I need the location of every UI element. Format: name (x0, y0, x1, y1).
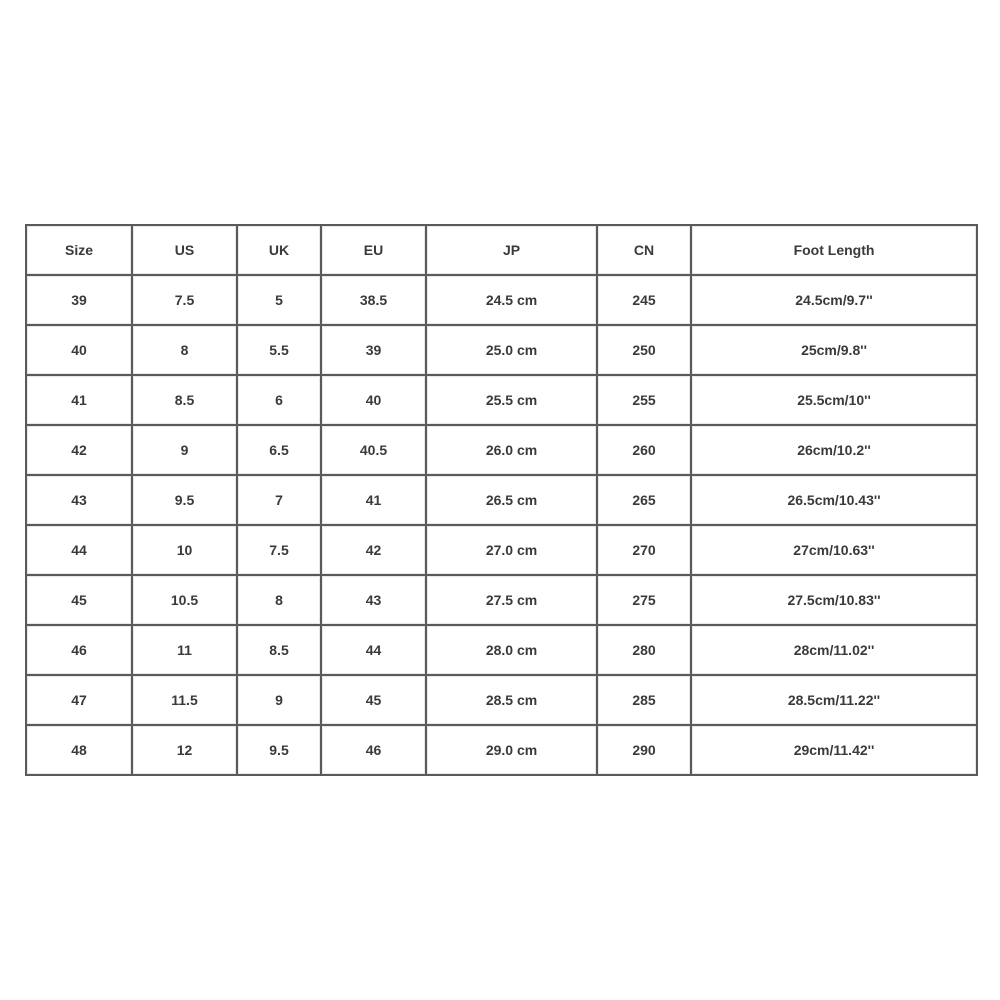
cell-jp: 28.5 cm (426, 675, 597, 725)
cell-eu: 40.5 (321, 425, 426, 475)
cell-size: 44 (26, 525, 132, 575)
column-header-size: Size (26, 225, 132, 275)
cell-uk: 9.5 (237, 725, 321, 775)
cell-us: 12 (132, 725, 237, 775)
cell-size: 45 (26, 575, 132, 625)
column-header-eu: EU (321, 225, 426, 275)
cell-cn: 255 (597, 375, 691, 425)
cell-foot-length: 28.5cm/11.22'' (691, 675, 977, 725)
cell-foot-length: 26cm/10.2'' (691, 425, 977, 475)
column-header-foot-length: Foot Length (691, 225, 977, 275)
cell-eu: 43 (321, 575, 426, 625)
cell-uk: 7.5 (237, 525, 321, 575)
table-row (26, 275, 977, 325)
cell-jp: 26.5 cm (426, 475, 597, 525)
column-header-uk: UK (237, 225, 321, 275)
cell-eu: 38.5 (321, 275, 426, 325)
cell-jp: 25.0 cm (426, 325, 597, 375)
table-row (26, 425, 977, 475)
cell-us: 7.5 (132, 275, 237, 325)
cell-us: 9.5 (132, 475, 237, 525)
cell-cn: 245 (597, 275, 691, 325)
cell-cn: 275 (597, 575, 691, 625)
cell-us: 10.5 (132, 575, 237, 625)
cell-size: 46 (26, 625, 132, 675)
table-row (26, 475, 977, 525)
cell-cn: 260 (597, 425, 691, 475)
cell-foot-length: 27.5cm/10.83'' (691, 575, 977, 625)
table-row (26, 375, 977, 425)
cell-uk: 5.5 (237, 325, 321, 375)
cell-jp: 27.0 cm (426, 525, 597, 575)
cell-jp: 27.5 cm (426, 575, 597, 625)
cell-foot-length: 27cm/10.63'' (691, 525, 977, 575)
cell-size: 43 (26, 475, 132, 525)
cell-foot-length: 24.5cm/9.7'' (691, 275, 977, 325)
size-table (25, 224, 978, 776)
cell-us: 9 (132, 425, 237, 475)
cell-jp: 29.0 cm (426, 725, 597, 775)
cell-foot-length: 25cm/9.8'' (691, 325, 977, 375)
cell-uk: 7 (237, 475, 321, 525)
cell-cn: 280 (597, 625, 691, 675)
cell-jp: 26.0 cm (426, 425, 597, 475)
cell-foot-length: 26.5cm/10.43'' (691, 475, 977, 525)
cell-cn: 265 (597, 475, 691, 525)
cell-cn: 290 (597, 725, 691, 775)
table-row (26, 675, 977, 725)
cell-foot-length: 25.5cm/10'' (691, 375, 977, 425)
cell-size: 41 (26, 375, 132, 425)
cell-us: 11 (132, 625, 237, 675)
cell-cn: 270 (597, 525, 691, 575)
column-header-jp: JP (426, 225, 597, 275)
cell-us: 10 (132, 525, 237, 575)
cell-size: 40 (26, 325, 132, 375)
cell-eu: 44 (321, 625, 426, 675)
cell-jp: 24.5 cm (426, 275, 597, 325)
cell-eu: 39 (321, 325, 426, 375)
table-row (26, 525, 977, 575)
cell-cn: 285 (597, 675, 691, 725)
cell-jp: 25.5 cm (426, 375, 597, 425)
cell-us: 8 (132, 325, 237, 375)
cell-size: 48 (26, 725, 132, 775)
cell-size: 47 (26, 675, 132, 725)
cell-uk: 5 (237, 275, 321, 325)
cell-eu: 41 (321, 475, 426, 525)
cell-size: 39 (26, 275, 132, 325)
table-row (26, 575, 977, 625)
cell-us: 11.5 (132, 675, 237, 725)
cell-foot-length: 29cm/11.42'' (691, 725, 977, 775)
cell-size: 42 (26, 425, 132, 475)
cell-eu: 40 (321, 375, 426, 425)
table-row (26, 725, 977, 775)
column-header-us: US (132, 225, 237, 275)
cell-eu: 45 (321, 675, 426, 725)
cell-foot-length: 28cm/11.02'' (691, 625, 977, 675)
cell-us: 8.5 (132, 375, 237, 425)
cell-uk: 8.5 (237, 625, 321, 675)
cell-uk: 9 (237, 675, 321, 725)
header-row (26, 225, 977, 275)
cell-cn: 250 (597, 325, 691, 375)
cell-eu: 42 (321, 525, 426, 575)
size-chart (25, 224, 976, 776)
cell-jp: 28.0 cm (426, 625, 597, 675)
table-row (26, 625, 977, 675)
column-header-cn: CN (597, 225, 691, 275)
cell-uk: 6.5 (237, 425, 321, 475)
cell-uk: 8 (237, 575, 321, 625)
cell-eu: 46 (321, 725, 426, 775)
cell-uk: 6 (237, 375, 321, 425)
table-row (26, 325, 977, 375)
